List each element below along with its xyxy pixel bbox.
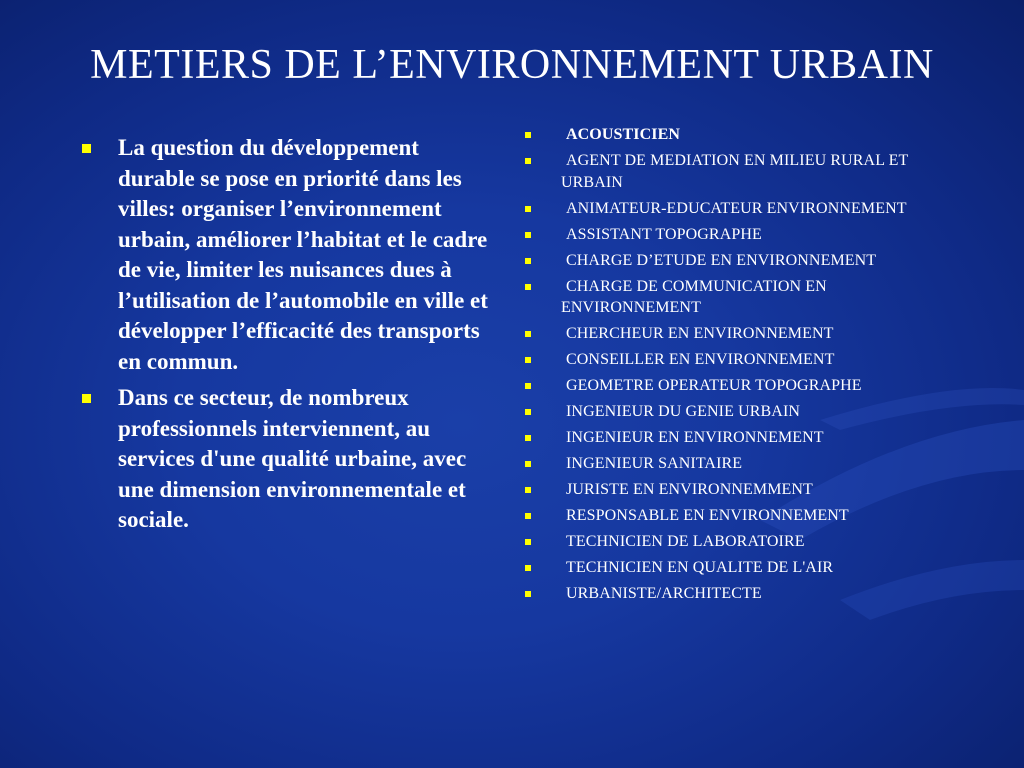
intro-bullet-text: La question du développement durable se pose en priorité dans les villes: organiser l’environnement urbain, améliorer l’habitat et le cadre de vie, limiter les nuisances dues à l’utilisation de l’automobile en ville et développer l’efficacité des transports en commun. xyxy=(118,135,488,374)
square-bullet-icon xyxy=(525,383,531,389)
job-title-text: CHERCHEUR EN ENVIRONNEMENT xyxy=(566,325,834,342)
square-bullet-icon xyxy=(525,206,531,212)
job-list-item xyxy=(521,583,921,605)
square-bullet-icon xyxy=(525,435,531,441)
job-list-item xyxy=(521,276,921,319)
job-list-item xyxy=(521,557,921,579)
job-list-item xyxy=(521,124,921,146)
job-list-item xyxy=(521,150,921,193)
job-title-text: GEOMETRE OPERATEUR TOPOGRAPHE xyxy=(566,377,862,394)
square-bullet-icon xyxy=(82,394,91,403)
square-bullet-icon xyxy=(525,232,531,238)
job-title-text: INGENIEUR DU GENIE URBAIN xyxy=(566,403,801,420)
job-title-text: ANIMATEUR-EDUCATEUR ENVIRONNEMENT xyxy=(566,199,907,217)
job-list-item xyxy=(521,427,921,449)
job-title-text: ACOUSTICIEN xyxy=(566,126,681,143)
job-title-text: AGENT DE MEDIATION EN MILIEU RURAL ET URBAIN xyxy=(561,152,909,191)
job-list-item xyxy=(521,250,921,272)
job-title-text: URBANISTE/ARCHITECTE xyxy=(566,585,762,602)
square-bullet-icon xyxy=(525,513,531,519)
intro-bullet-list xyxy=(78,133,498,542)
job-list-item xyxy=(521,323,921,345)
job-title-text: JURISTE EN ENVIRONNEMMENT xyxy=(566,481,813,498)
job-list-item xyxy=(521,505,921,527)
job-title-text: CHARGE D’ETUDE EN ENVIRONNEMENT xyxy=(566,251,877,269)
intro-bullet-item xyxy=(78,133,498,377)
job-list-item xyxy=(521,453,921,475)
square-bullet-icon xyxy=(525,158,531,164)
jobs-bullet-list xyxy=(521,124,921,609)
job-list-item xyxy=(521,479,921,501)
job-list-item xyxy=(521,224,921,246)
job-list-item xyxy=(521,531,921,553)
square-bullet-icon xyxy=(525,284,531,290)
square-bullet-icon xyxy=(525,331,531,337)
square-bullet-icon xyxy=(525,591,531,597)
square-bullet-icon xyxy=(525,539,531,545)
slide-title: METIERS DE L’ENVIRONNEMENT URBAIN xyxy=(90,42,934,89)
intro-bullet-item xyxy=(78,383,498,536)
job-title-text: INGENIEUR EN ENVIRONNEMENT xyxy=(566,429,824,446)
job-title-text: INGENIEUR SANITAIRE xyxy=(566,455,743,472)
job-title-text: TECHNICIEN DE LABORATOIRE xyxy=(566,533,805,550)
job-title-text: RESPONSABLE EN ENVIRONNEMENT xyxy=(566,507,849,524)
square-bullet-icon xyxy=(525,565,531,571)
job-list-item xyxy=(521,401,921,423)
job-list-item xyxy=(521,198,921,220)
job-title-text: CHARGE DE COMMUNICATION EN ENVIRONNEMENT xyxy=(561,277,827,316)
job-list-item xyxy=(521,349,921,371)
job-list-item xyxy=(521,375,921,397)
intro-bullet-text: Dans ce secteur, de nombreux professionnels interviennent, au services d'une qualité urbaine, avec une dimension environnementale et sociale. xyxy=(118,385,467,532)
square-bullet-icon xyxy=(525,357,531,363)
square-bullet-icon xyxy=(525,258,531,264)
job-title-text: ASSISTANT TOPOGRAPHE xyxy=(566,225,762,243)
square-bullet-icon xyxy=(82,144,91,153)
square-bullet-icon xyxy=(525,487,531,493)
job-title-text: CONSEILLER EN ENVIRONNEMENT xyxy=(566,351,835,368)
job-title-text: TECHNICIEN EN QUALITE DE L'AIR xyxy=(566,559,834,576)
square-bullet-icon xyxy=(525,461,531,467)
square-bullet-icon xyxy=(525,132,531,138)
square-bullet-icon xyxy=(525,409,531,415)
